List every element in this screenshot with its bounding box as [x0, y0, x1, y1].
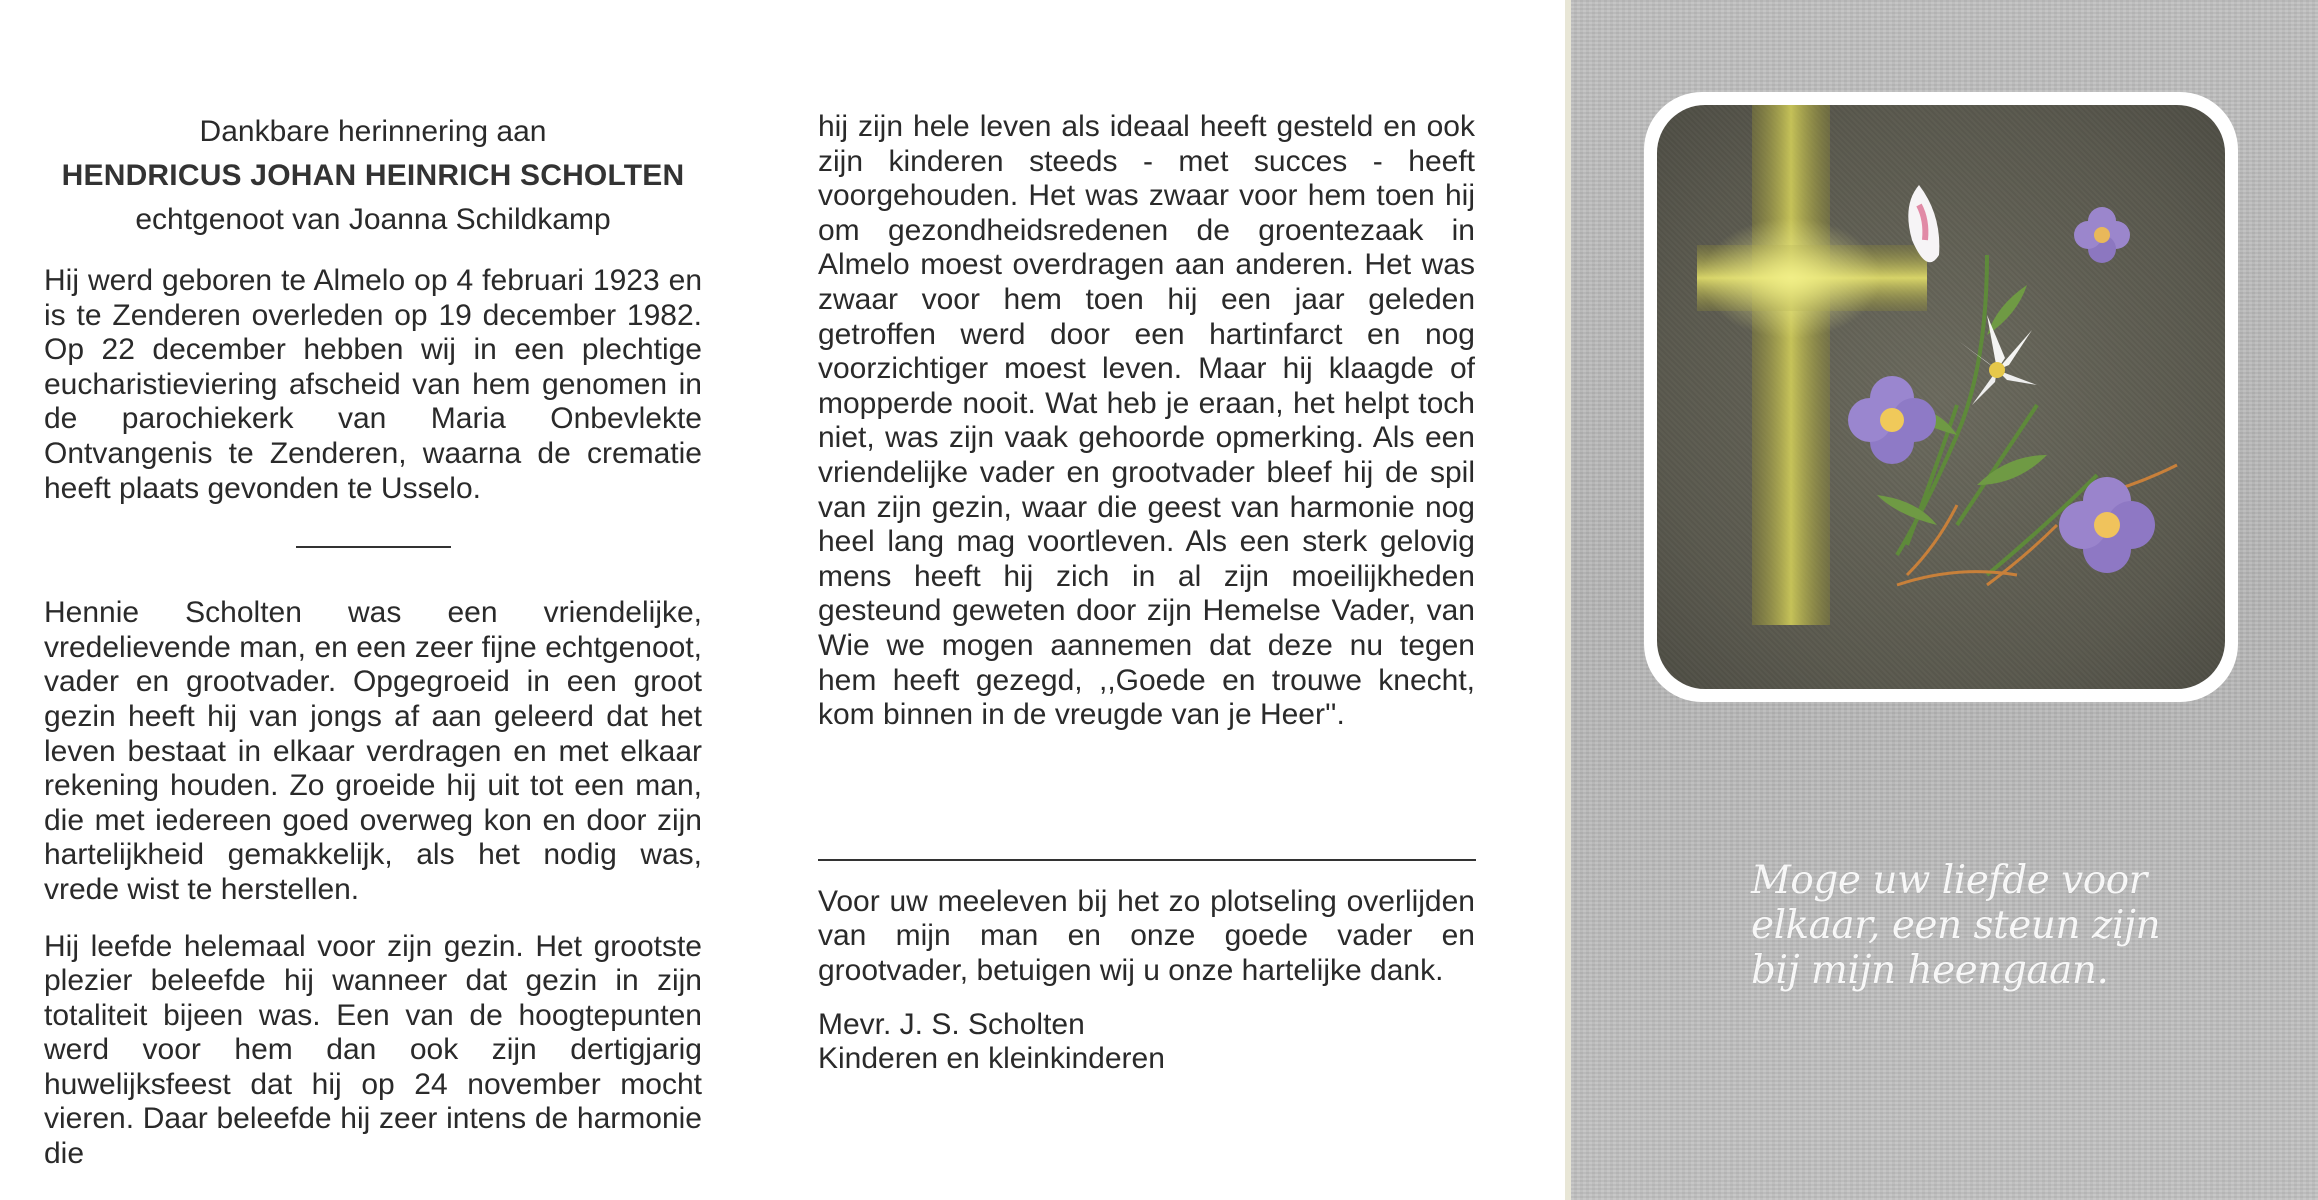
cross-and-flowers-picture [1657, 105, 2225, 689]
signature-family: Kinderen en kleinkinderen [818, 1042, 1165, 1076]
signature-widow: Mevr. J. S. Scholten [818, 1008, 1085, 1042]
life-paragraph: hij zijn hele leven als ideaal heeft gesteld en ook zijn kinderen steeds - met succes - heeft voorgehouden. Het was zwaar voor hem toen hij om gezondheidsredenen de groentezaak in Almelo moest overdragen aan anderen. Het was zwaar voor hem toen hij een jaar geleden getroffen werd door een hartinfarct en nog voorzichtiger moest leven. Maar hij klaagde of mopperde nooit. Wat heb je eraan, het helpt toch niet, was zijn vaak gehoorde opmerking. Als een vriendelijke vader en grootvader bleef hij de spil van zijn gezin, waar die geest van harmonie nog heel lang mag voortleven. Als een sterk gelovig mens heeft hij zich in al zijn moeilijkheden gesteund geweten door zijn Hemelse Vader, van Wie we mogen aannemen dat deze nu tegen hem heeft gezegd, ,,Goede en trouwe knecht, kom binnen in de vreugde van je Heer''. [818, 110, 1475, 732]
picture-frame [1644, 92, 2238, 702]
left-column [44, 110, 702, 1172]
cover-quote [1751, 858, 2171, 993]
separator-long [818, 859, 1476, 861]
family-paragraph: Hij leefde helemaal voor zijn gezin. Het grootste plezier beleefde hij wanneer dat gezin in zijn totaliteit bijeen was. Een van de hoogtepunten werd voor hem dan ook zijn dertigjarig huwelijksfeest dat hij op 24 november mocht vieren. Daar beleefde hij zeer intens de harmonie die [44, 929, 702, 1171]
quote-line: elkaar, een steun zijn [1751, 903, 2161, 948]
purple-flower-top [2074, 207, 2130, 263]
white-lily [1957, 315, 2037, 405]
signature-block [818, 1008, 1475, 1076]
spouse-line: echtgenoot van Joanna Schildkamp [135, 203, 611, 236]
character-paragraph: Hennie Scholten was een vriendelijke, vredelievende man, en een zeer fijne echtgenoot, vader en grootvader. Opgegroeid in een groot gezin heeft hij van jongs af aan geleerd dat het leven bestaat in elkaar verdragen en met elkaar rekening houden. Zo groeide hij uit tot een man, die met iedereen goed overweg kon en door zijn hartelijkheid gemakkelijk, als het nodig was, vrede wist te herstellen. [44, 596, 702, 906]
purple-flower-left [1848, 376, 1936, 464]
purple-flower-bottom [2059, 477, 2155, 573]
intro-heading: Dankbare herinnering aan [199, 115, 547, 148]
birth-death-paragraph: Hij werd geboren te Almelo op 4 februari 1923 en is te Zenderen overleden op 19 december 1982. Op 22 december hebben wij in een plechtige eucharistieviering afscheid van hem genomen in de parochiekerk van Maria Onbevlekte Ontvangenis te Zenderen, waarna de crematie heeft plaats gevonden te Usselo. [44, 264, 702, 505]
separator-short [296, 546, 451, 548]
card-cover [1565, 0, 2318, 1200]
right-column [818, 110, 1475, 1076]
cross-flowers-illustration [1657, 105, 2225, 689]
thanks-paragraph: Voor uw meeleven bij het zo plotseling overlijden van mijn man en onze goede vader en grootvader, betuigen wij u onze hartelijke dank. [818, 884, 1475, 987]
quote-line: bij mijn heengaan. [1751, 948, 2109, 993]
quote-line: Moge uw liefde voor [1751, 858, 2147, 903]
deceased-name: HENDRICUS JOHAN HEINRICH SCHOLTEN [61, 159, 685, 192]
cross-vertical-beam [1752, 105, 1830, 625]
